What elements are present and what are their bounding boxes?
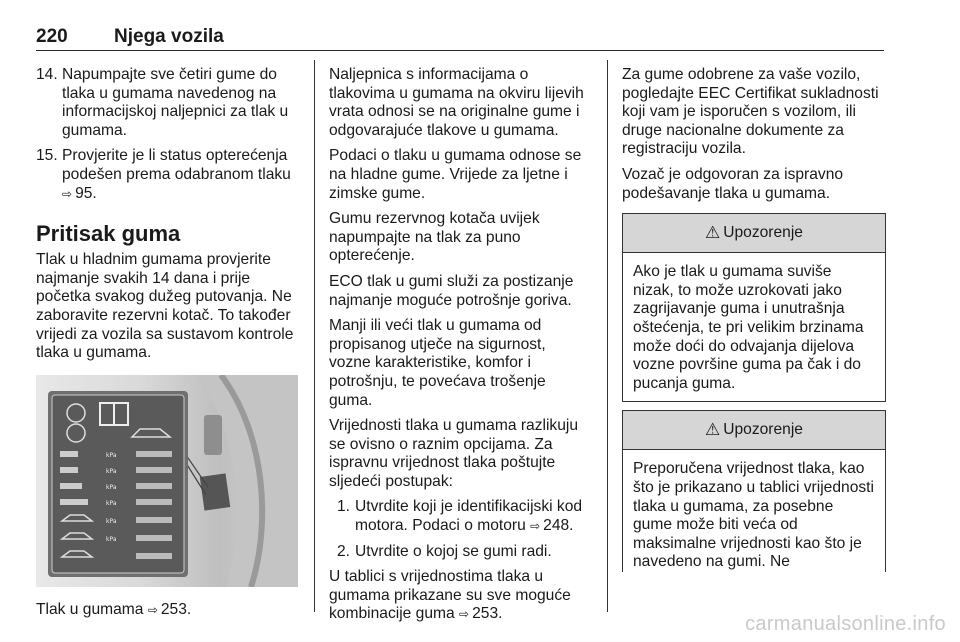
warning-text: Ako je tlak u gumama suviše nizak, to može uzrokovati jako zagrijavanje guma i unutrašnja oštećenja, te pri velikim brzinama može doći do odvajanja dijelova vozne površine guma pa čak i do pucanja guma. [633, 263, 864, 392]
section-heading: Pritisak guma [36, 221, 181, 247]
page-title: Njega vozila [114, 26, 224, 47]
paragraph: Manji ili veći tlak u gumama od propisanog utječe na sigurnost, vozne karakteristike, komfor i potrošnju, te povećava trošenje guma. [329, 317, 546, 409]
list-item: 15. Provjerite je li status opterećenja podešen prema odabranom tlaku ⇨ 95. [36, 147, 291, 202]
paragraph: Vrijednosti tlaka u gumama razlikuju se ovisno o raznim opcijama. Za ispravnu vrijednost tlaka poštujte sljedeći postupak: [329, 417, 579, 490]
arrow-right-icon: ⇨ [147, 602, 158, 617]
label-unit: kPa [106, 499, 117, 507]
door-frame-illustration [36, 375, 298, 587]
warning-triangle-icon: ⚠ [704, 222, 721, 242]
page-reference-link[interactable]: ⇨ 248. [530, 517, 574, 535]
page-header [36, 24, 884, 51]
warning-header: ⚠ Upozorenje [623, 214, 885, 253]
paragraph: Podaci o tlaku u gumama odnose se na hladne gume. Vrijede za ljetne i zimske gume. [329, 147, 582, 202]
warning-text: Preporučena vrijednost tlaka, kao što je prikazano u tablici vrijednosti tlaka u gumama, za posebne gume može biti veća od maksimalne vrijednosti kao što je navedeno na gumi. Ne [633, 460, 874, 571]
label-unit: kPa [106, 451, 117, 459]
column-divider [607, 60, 608, 612]
list-item: 2. Utvrdite o kojoj se gumi radi. [337, 542, 552, 560]
label-unit: kPa [106, 517, 117, 525]
column-3 [622, 66, 886, 572]
label-unit: kPa [106, 467, 117, 475]
list-item: 1. Utvrdite koji je identifikacijski kod motora. Podaci o motoru ⇨ 248. [337, 498, 583, 535]
warning-header: ⚠ Upozorenje [623, 411, 885, 450]
arrow-right-icon: ⇨ [62, 186, 73, 201]
paragraph: Gumu rezervnog kotača uvijek napumpajte na tlak za puno opterećenje. [329, 210, 540, 265]
page-reference-link[interactable]: ⇨ 253. [147, 600, 192, 618]
list-item-text: Utvrdite koji je identifikacijski kod motora. Podaci o motoru [355, 498, 583, 535]
arrow-right-icon: ⇨ [530, 519, 541, 534]
list-item-text: Utvrdite o kojoj se gumi radi. [355, 542, 552, 560]
tire-pressure-label-photo [36, 375, 298, 587]
column-divider [314, 60, 315, 612]
watermark: carmanualsonline.info [745, 613, 946, 635]
list-item: 14. Napumpajte sve četiri gume do tlaka u gumama navedenog na informacijskoj naljepnici za tlak u gumama. [36, 66, 289, 139]
page-reference-link[interactable]: ⇨ 95. [62, 184, 97, 202]
paragraph: Vozač je odgovoran za ispravno podešavanje tlaka u gumama. [622, 165, 844, 202]
paragraph: Tlak u hladnim gumama provjerite najmanje svakih 14 dana i prije početka svakog dužeg putovanja. Ne zaboravite rezervni kotač. To također vrijedi za vozila sa sustavom kontrole tlaka u gumama. [36, 251, 294, 362]
list-item-text: Napumpajte sve četiri gume do tlaka u gumama navedenog na informacijskoj naljepnici za tlak u gumama. [62, 66, 289, 139]
warning-triangle-icon: ⚠ [704, 420, 721, 440]
label-unit: kPa [106, 483, 117, 491]
paragraph: U tablici s vrijednostima tlaka u gumama prikazane su sve moguće kombinacije guma ⇨ 253. [329, 568, 571, 623]
arrow-right-icon: ⇨ [459, 607, 470, 622]
list-item-text: Provjerite je li status opterećenja podešen prema odabranom tlaku [62, 147, 291, 183]
warning-box [622, 410, 886, 572]
warning-box [622, 213, 886, 402]
figure-caption: Tlak u gumama ⇨ 253. [36, 600, 192, 618]
paragraph: Naljepnica s informacijama o tlakovima u gumama na okviru lijevih vrata odnosi se na originalne gume i odgovarajuće tlakove u gumama. [329, 66, 584, 139]
page-number: 220 [36, 26, 68, 47]
column-2 [329, 66, 591, 631]
paragraph: Za gume odobrene za vaše vozilo, pogledajte EEC Certifikat sukladnosti koji vam je isporučen s vozilom, ili druge nacionalne dokumente za registraciju vozila. [622, 66, 879, 158]
label-unit: kPa [106, 535, 117, 543]
page-reference-link[interactable]: ⇨ 253. [459, 605, 503, 623]
column-1 [36, 66, 300, 619]
paragraph: ECO tlak u gumi služi za postizanje najmanje moguće potrošnje goriva. [329, 272, 574, 309]
